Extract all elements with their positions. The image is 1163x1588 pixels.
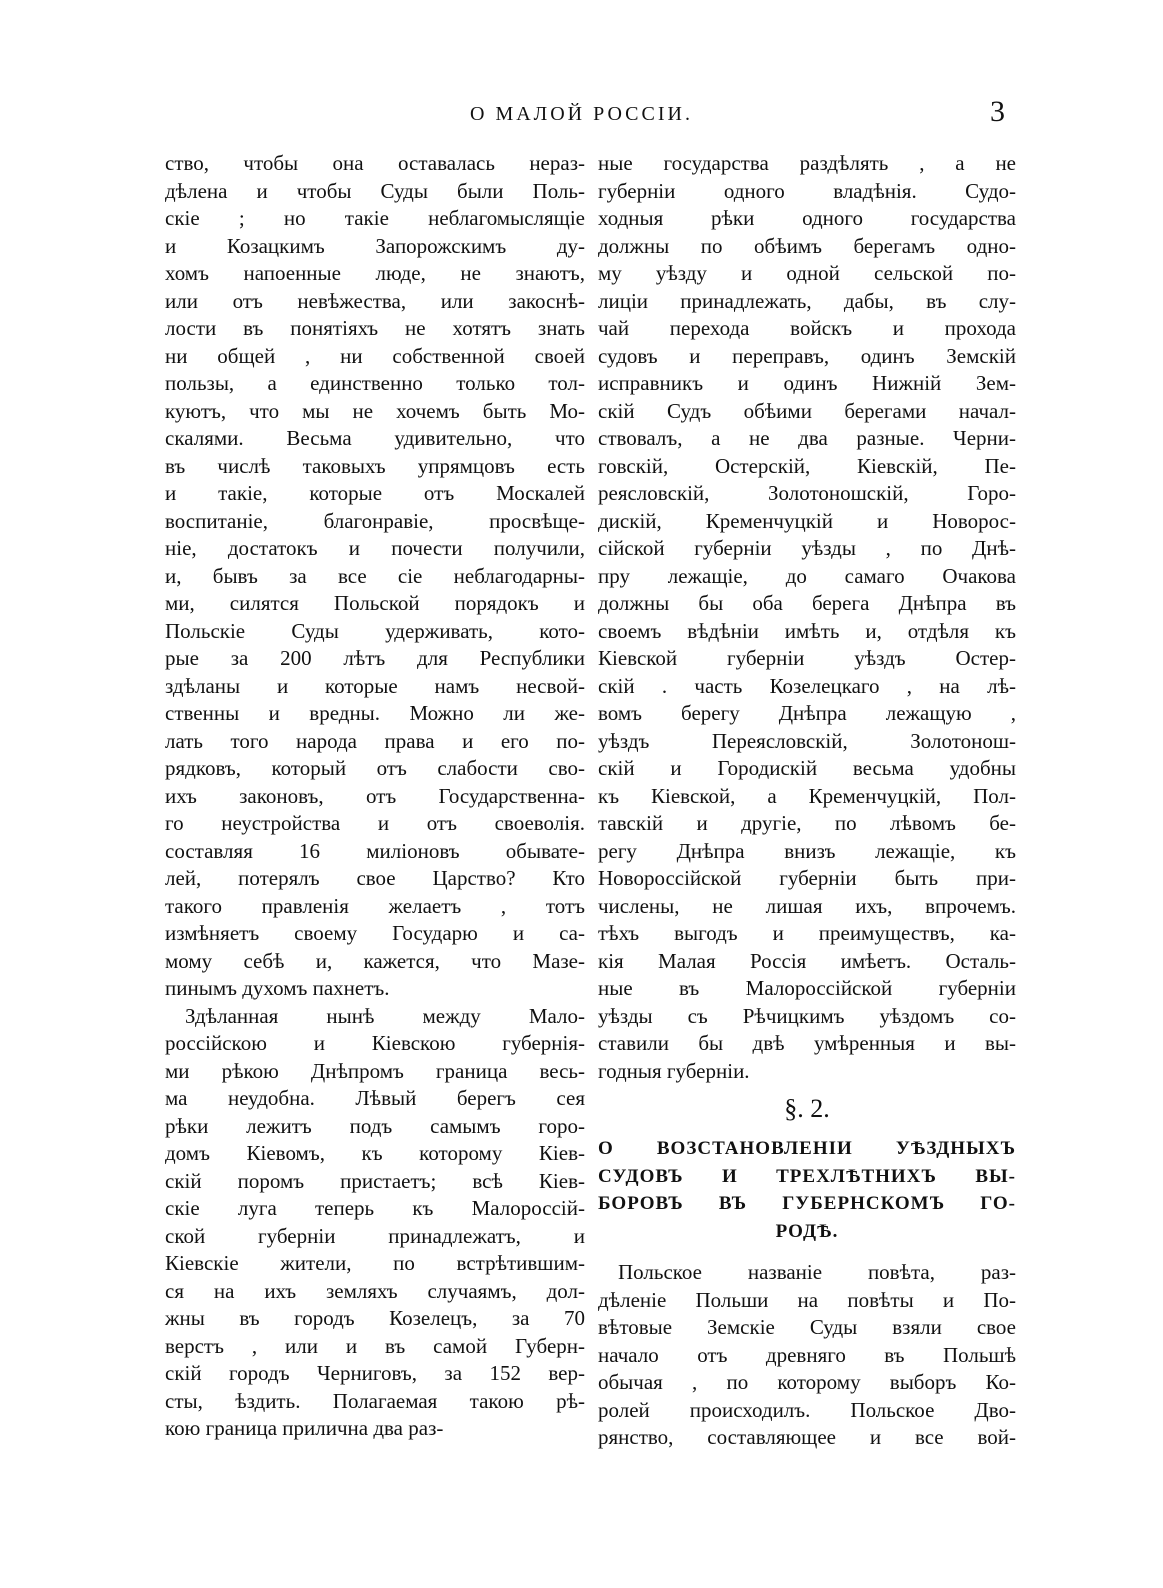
text-line: судовъ и переправъ, одинъ Земскій	[598, 343, 1016, 368]
text-line: мому себѣ и, кажется, что Мазе-	[165, 948, 585, 973]
text-line: чай перехода войскъ и прохода	[598, 316, 1016, 340]
text-line: реясловскій, Золотоношскій, Горо-	[598, 481, 1016, 505]
text-line: и, бывъ за все сіе неблагодарны-	[165, 563, 585, 588]
text-line: такого правленія желаетъ , тотъ	[165, 893, 585, 918]
text-line: къ Кіевской, а Кременчуцкій, Пол-	[598, 783, 1016, 808]
text-line: губерніи одного владѣнія. Судо-	[598, 178, 1016, 203]
text-line: должны бы оба берега Днѣпра въ	[598, 591, 1016, 615]
text-line: пользы, а единственно только тол-	[165, 371, 585, 395]
text-line: въ числѣ таковыхъ упрямцовъ есть	[165, 453, 585, 478]
text-line: рые за 200 лѣтъ для Республики	[165, 646, 585, 670]
text-line: сты, ѣздить. Полагаемая такою рѣ-	[165, 1388, 585, 1413]
text-line: пинымъ духомъ пахнетъ.	[165, 976, 390, 1000]
text-line: начало отъ древняго въ Польшѣ	[598, 1342, 1016, 1367]
text-line: лиціи принадлежать, дабы, въ слу-	[598, 288, 1016, 313]
text-line: и такіе, которые отъ Москалей	[165, 481, 585, 505]
text-line: ихъ законовъ, отъ Государственна-	[165, 783, 585, 808]
text-line: должны по обѣимъ берегамъ одно-	[598, 233, 1016, 258]
section-heading-line: РОДѢ.	[775, 1220, 839, 1242]
text-line: здѣланы и которые намъ несвой-	[165, 673, 585, 698]
text-line: хомъ напоенные люде, не знаютъ,	[165, 261, 585, 285]
text-line: лать того народа права и его по-	[165, 728, 585, 753]
text-line: ственны и вредны. Можно ли же-	[165, 701, 585, 725]
text-line: Здѣланная нынѣ между Мало-	[185, 1003, 585, 1028]
text-line: ся на ихъ земляхъ случаямъ, дол-	[165, 1278, 585, 1303]
section-heading-line: БОРОВЪ ВЪ ГУБЕРНСКОМЪ ГО-	[598, 1193, 1016, 1214]
text-line: домъ Кіевомъ, къ которому Кіев-	[165, 1141, 585, 1165]
text-line: дискій, Кременчуцкій и Новорос-	[598, 508, 1016, 533]
text-line: дѣленіе Польши на повѣты и По-	[598, 1287, 1016, 1312]
text-line: скій Судъ обѣими берегами начал-	[598, 398, 1016, 423]
text-line: ролей происходилъ. Польское Дво-	[598, 1397, 1016, 1422]
text-line: вѣтовые Земскіе Суды взяли свое	[598, 1315, 1016, 1339]
page-number: 3	[990, 95, 1005, 128]
text-line: пру лежащіе, до самаго Очакова	[598, 563, 1016, 588]
text-line: или отъ невѣжества, или закоснѣ-	[165, 288, 585, 313]
text-line: лей, потерялъ свое Царство? Кто	[165, 866, 585, 890]
text-line: ма неудобна. Лѣвый берегъ сея	[165, 1086, 585, 1110]
text-line: скій городъ Черниговъ, за 152 вер-	[165, 1361, 585, 1385]
text-line: скій поромъ пристаетъ; всѣ Кіев-	[165, 1168, 585, 1193]
text-line: говскій, Остерскій, Кіевскій, Пе-	[598, 453, 1016, 478]
section-heading-line: О ВОЗСТАНОВЛЕНІИ УѢЗДНЫХЪ	[598, 1138, 1016, 1159]
right-column	[598, 150, 1016, 1452]
text-line: скій . часть Козелецкаго , на лѣ-	[598, 673, 1016, 698]
text-line: уѣздъ Переясловскій, Золотонош-	[598, 728, 1016, 753]
text-line: вомъ берегу Днѣпра лежащую ,	[598, 701, 1016, 725]
text-line: Кіевскіе жители, по встрѣтившим-	[165, 1251, 585, 1275]
text-line: лости въ понятіяхъ не хотятъ знать	[165, 316, 585, 340]
page-header	[0, 95, 1163, 135]
text-line: верстъ , или и въ самой Губерн-	[165, 1333, 585, 1358]
text-line: тавскій и другіе, по лѣвомъ бе-	[598, 811, 1016, 835]
text-line: жны въ городъ Козелецъ, за 70	[165, 1306, 585, 1330]
text-line: ской губерніи принадлежатъ, и	[165, 1223, 585, 1248]
text-line: числены, не лишая ихъ, впрочемъ.	[598, 893, 1016, 918]
text-line: скій и Городискій весьма удобны	[598, 756, 1016, 780]
text-line: уѣзды съ Рѣчицкимъ уѣздомъ со-	[598, 1003, 1016, 1028]
text-line: скалями. Весьма удивительно, что	[165, 426, 585, 450]
text-line: ставили бы двѣ умѣренныя и вы-	[598, 1031, 1016, 1055]
text-line: го неустройства и отъ своеволія.	[165, 811, 585, 835]
text-line: Кіевской губерніи уѣздъ Остер-	[598, 646, 1016, 670]
text-line: ходныя рѣки одного государства	[598, 206, 1016, 230]
text-line: ствовалъ, а не два разные. Черни-	[598, 426, 1016, 450]
left-column	[165, 150, 585, 1443]
text-line: куютъ, что мы не хочемъ быть Мо-	[165, 398, 585, 423]
text-line: Польскіе Суды удерживать, кото-	[165, 618, 585, 643]
section-mark: §. 2.	[784, 1094, 830, 1123]
text-line: ные въ Малороссійской губерніи	[598, 976, 1016, 1000]
text-line: обычая , по которому выборъ Ко-	[598, 1370, 1016, 1394]
text-line: регу Днѣпра внизъ лежащіе, къ	[598, 838, 1016, 863]
text-line: дѣлена и чтобы Суды были Поль-	[165, 178, 585, 203]
text-line: му уѣзду и одной сельской по-	[598, 261, 1016, 285]
text-line: воспитаніе, благонравіе, просвѣще-	[165, 508, 585, 533]
running-title: О МАЛОЙ РОССІИ.	[470, 103, 693, 125]
text-line: скіе ; но такіе неблагомыслящіе	[165, 206, 585, 230]
text-line: годныя губерніи.	[598, 1058, 750, 1083]
text-line: измѣняетъ своему Государю и са-	[165, 921, 585, 945]
text-line: ніе, достатокъ и почести получили,	[165, 536, 585, 560]
text-line: своемъ вѣдѣніи имѣть и, отдѣля къ	[598, 618, 1016, 643]
text-line: составляя 16 миліоновъ обывате-	[165, 838, 585, 863]
text-line: кія Малая Россія имѣетъ. Осталь-	[598, 948, 1016, 973]
section-heading	[598, 1135, 1016, 1245]
text-line: россійскою и Кіевскою губернія-	[165, 1031, 585, 1055]
text-line: ные государства раздѣлять , а не	[598, 151, 1016, 175]
text-line: тѣхъ выгодъ и преимуществъ, ка-	[598, 921, 1016, 945]
text-line: ни общей , ни собственной своей	[165, 343, 585, 368]
text-line: скіе луга теперь къ Малороссій-	[165, 1196, 585, 1220]
text-line: рянство, составляющее и все вой-	[598, 1425, 1016, 1449]
text-line: и Козацкимъ Запорожскимъ ду-	[165, 233, 585, 258]
text-line: рѣки лежитъ подъ самымъ горо-	[165, 1113, 585, 1138]
text-line: Новороссійской губерніи быть при-	[598, 866, 1016, 890]
text-line: сійской губерніи уѣзды , по Днѣ-	[598, 536, 1016, 560]
section-heading-line: СУДОВЪ И ТРЕХЛѢТНИХЪ ВЫ-	[598, 1165, 1016, 1187]
text-line: исправникъ и одинъ Нижній Зем-	[598, 371, 1016, 395]
text-line: ство, чтобы она оставалась нераз-	[165, 151, 585, 175]
text-line: рядковъ, который отъ слабости сво-	[165, 756, 585, 780]
section-spacer	[598, 1245, 1016, 1259]
text-line: ми, силятся Польской порядокъ и	[165, 591, 585, 615]
text-line: Польское названіе повѣта, раз-	[618, 1260, 1016, 1284]
text-line: ми рѣкою Днѣпромъ граница весь-	[165, 1058, 585, 1083]
text-line: кою граница прилична два раз-	[165, 1416, 444, 1440]
